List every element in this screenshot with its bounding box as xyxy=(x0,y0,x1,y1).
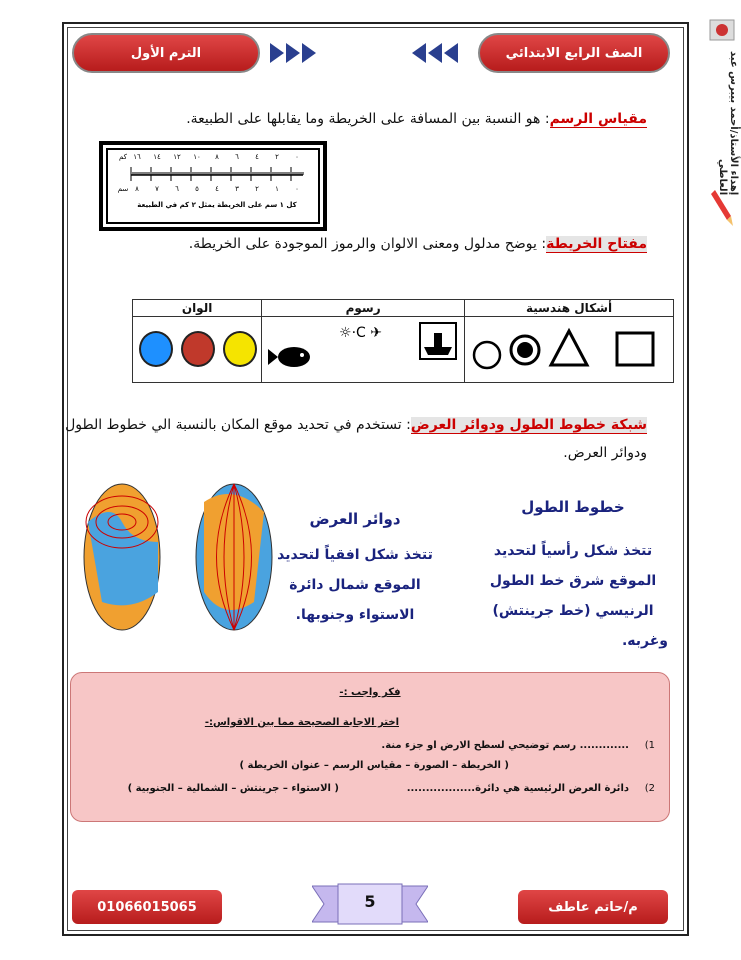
key-definition: : يوضح مدلول ومعنى الالوان والرموز الموجودة على الخريطة. xyxy=(188,236,547,252)
scale-bar xyxy=(111,145,323,219)
scale-tick-label: ١٤ xyxy=(153,153,161,161)
grade-pill: الصف الرابع الابتدائي xyxy=(478,33,670,73)
scale-caption: كل ١ سم على الخريطة يمثل ٢ كم في الطبيعة xyxy=(137,201,297,209)
red-swatch xyxy=(181,331,215,367)
scale-tick-label: ٢ xyxy=(275,153,279,161)
scale-tick-label: ٧ xyxy=(155,185,159,193)
circle-icon xyxy=(474,342,500,368)
q2-options: ( الاستواء – جرينتش – الشمالية – الجنوبية ) xyxy=(127,783,339,794)
q1-options: ( الخريطة – الصورة – مقياس الرسم – عنوان الخريطة ) xyxy=(239,760,509,771)
fish-icon xyxy=(268,347,310,367)
scale-tick-label: ٨ xyxy=(215,153,219,161)
pencil-icon xyxy=(707,190,735,234)
phone-number: 01066015065 xyxy=(72,890,222,924)
grid-term: شبكة خطوط الطول ودوائر العرض xyxy=(410,417,647,433)
longitude-line: تتخذ شكل رأسياً لتحديد xyxy=(493,543,653,559)
longitude-line: الموقع شرق خط الطول xyxy=(489,573,657,589)
left-chevrons-icon xyxy=(412,43,458,63)
longitude-line: وغربه. xyxy=(621,633,668,649)
q2-text: دائرة العرض الرئيسية هي دائرة.................. xyxy=(406,783,629,794)
blue-swatch xyxy=(139,331,173,367)
scale-tick-label: ٤ xyxy=(255,153,259,161)
term-pill: الترم الأول xyxy=(72,33,260,73)
scale-term: مقياس الرسم xyxy=(549,111,647,127)
scale-tick-label: ٣ xyxy=(235,185,239,193)
key-line xyxy=(189,236,647,252)
scale-tick-label: ١٠ xyxy=(193,153,201,161)
shapes-cell xyxy=(465,317,674,383)
colors-header: الوان xyxy=(133,300,262,317)
yellow-swatch xyxy=(223,331,257,367)
scale-tick-label: ٨ xyxy=(135,185,139,193)
longitude-line: الرنيسي (خط جرينتش) xyxy=(492,603,654,619)
scale-tick-label: كم xyxy=(119,153,127,161)
ship-icon xyxy=(420,323,456,359)
page-number-ribbon xyxy=(312,882,428,926)
q1-number: 1) xyxy=(644,740,655,751)
square-icon xyxy=(617,333,653,365)
scale-line xyxy=(186,111,647,127)
scale-tick-label: ٥ xyxy=(195,185,199,193)
homework-box xyxy=(70,672,670,822)
grid-line xyxy=(65,417,647,433)
longitude-title: خطوط الطول xyxy=(521,498,625,516)
scale-tick-label: ٦ xyxy=(175,185,179,193)
longitude-section xyxy=(478,498,668,656)
drawings-cell xyxy=(262,317,465,383)
shapes-header: أشكال هندسية xyxy=(465,300,674,317)
scale-tick-label: ١٢ xyxy=(173,153,181,161)
latitude-line: الاستواء وجنوبها. xyxy=(295,607,415,623)
plane-symbol-icon: ✈ C·☼ xyxy=(339,325,383,341)
drawings-header: رسوم xyxy=(262,300,465,317)
latitude-section xyxy=(270,510,440,630)
q2-number: 2) xyxy=(644,783,655,794)
scale-bar-figure xyxy=(99,141,327,231)
latitude-line: الموقع شمال دائرة xyxy=(289,577,421,593)
latitude-title: دوائر العرض xyxy=(309,510,401,528)
scale-tick-label: سم xyxy=(117,185,129,193)
triangle-icon xyxy=(551,331,587,365)
latitude-line: تتخذ شكل افقياً لتحديد xyxy=(277,547,433,563)
scale-tick-label: ٤ xyxy=(215,185,219,193)
task-instruction: اختر الاجابة الصحيحة مما بين الاقواس:- xyxy=(204,717,399,728)
scale-definition: : هو النسبة بين المسافة على الخريطة وما يقابلها على الطبيعة. xyxy=(186,111,550,127)
side-credit: إهداء الأستاذ/أحمد بيبرس عبد العاطي xyxy=(717,50,739,195)
scale-tick-label: ٦ xyxy=(235,153,239,161)
scale-tick-label: ٢ xyxy=(255,185,259,193)
q1-text: ............. رسم توضيحي لسطح الارض او جزء منة. xyxy=(381,740,629,751)
key-term: مفتاح الخريطة xyxy=(546,236,647,252)
page-number: 5 xyxy=(364,892,376,911)
task-title: فكر واجب :- xyxy=(339,687,401,698)
scale-tick-label: ١ xyxy=(275,185,279,193)
grid-line-2: ودوائر العرض. xyxy=(563,445,647,461)
pencil-logo xyxy=(707,10,737,46)
longitude-globe-image xyxy=(194,482,274,636)
map-key-table xyxy=(132,299,674,383)
latitude-globe-image xyxy=(82,482,162,636)
grid-definition: : تستخدم في تحديد موقع المكان بالنسبة الي خطوط الطول xyxy=(65,417,411,433)
teacher-name: م/حاتم عاطف xyxy=(518,890,668,924)
colors-cell xyxy=(133,317,262,383)
scale-tick-label: ١٦ xyxy=(133,153,141,161)
right-chevrons-icon xyxy=(270,43,316,63)
scale-tick-label: ٠ xyxy=(295,185,299,193)
scale-tick-label: ٠ xyxy=(295,153,299,161)
